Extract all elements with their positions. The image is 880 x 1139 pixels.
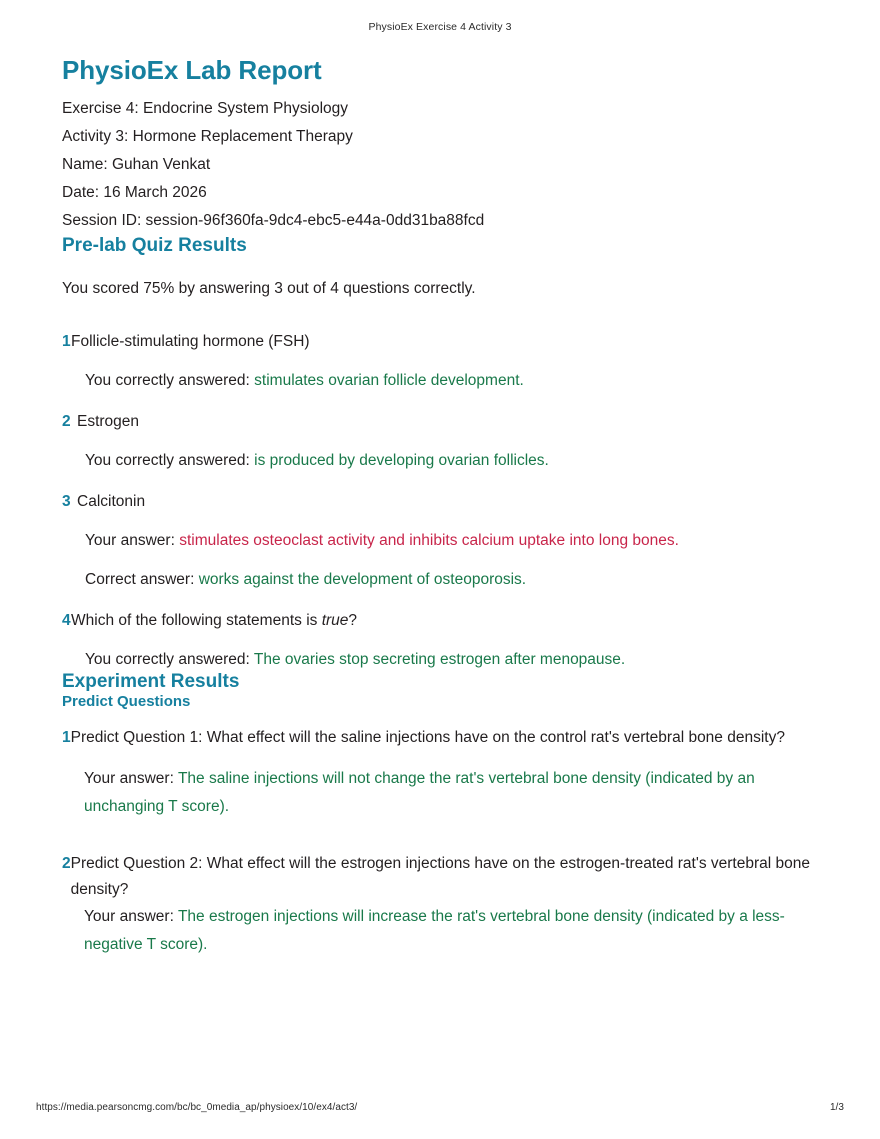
- predict-questions-heading: Predict Questions: [62, 693, 191, 710]
- quiz-answer-4: [85, 648, 824, 671]
- prompt-suffix: ?: [348, 612, 358, 629]
- answer-value-correct: stimulates ovarian follicle development.: [254, 372, 524, 389]
- meta-name: Name: Guhan Venkat: [62, 156, 211, 173]
- quiz-question-1: [62, 330, 824, 353]
- predict-question-prompt: Predict Question 2: What effect will the estrogen injections have on the estrogen-treated rat's vertebral bone density?: [70, 855, 810, 898]
- prompt-prefix: Which of the following statements is: [71, 612, 322, 629]
- meta-activity: Activity 3: Hormone Replacement Therapy: [62, 128, 353, 145]
- quiz-question-2: [62, 410, 824, 433]
- quiz-question-4: [62, 609, 824, 632]
- report-content: [62, 55, 824, 959]
- answer-value-correct: is produced by developing ovarian follicles.: [254, 452, 549, 469]
- answer-label: Your answer:: [85, 532, 180, 549]
- prelab-quiz-heading: Pre-lab Quiz Results: [62, 235, 247, 256]
- meta-exercise: Exercise 4: Endocrine System Physiology: [62, 100, 349, 117]
- running-header: PhysioEx Exercise 4 Activity 3: [368, 21, 512, 33]
- predict-question-prompt: Predict Question 1: What effect will the saline injections have on the control rat's vertebral bone density?: [70, 729, 785, 746]
- prompt-emphasis: true: [321, 612, 349, 629]
- quiz-your-answer-3: [85, 529, 824, 552]
- quiz-answer-2: [85, 449, 824, 472]
- page-title: PhysioEx Lab Report: [62, 55, 322, 85]
- quiz-question-prompt: Estrogen: [77, 413, 140, 430]
- answer-label: Your answer:: [84, 908, 178, 925]
- answer-label: Your answer:: [84, 770, 178, 787]
- answer-value-correct: The ovaries stop secreting estrogen after menopause.: [253, 651, 626, 668]
- answer-value: The estrogen injections will increase the rat's vertebral bone density (indicated by a less-negative T score).: [84, 908, 785, 953]
- meta-date: Date: 16 March 2026: [62, 184, 207, 201]
- footer-page-number: 1/3: [829, 1102, 844, 1113]
- quiz-question-number: 4: [62, 612, 71, 629]
- quiz-question-number: 2: [62, 413, 71, 430]
- experiment-results-heading: Experiment Results: [62, 671, 240, 692]
- quiz-answer-1: [85, 369, 824, 392]
- running-footer: [36, 1102, 844, 1113]
- quiz-correct-answer-3: [85, 568, 824, 591]
- answer-label: Correct answer:: [85, 571, 199, 588]
- footer-source-url: https://media.pearsoncmg.com/bc/bc_0media_ap/physioex/10/ex4/act3/: [36, 1102, 358, 1113]
- answer-label: You correctly answered:: [85, 651, 254, 668]
- quiz-question-prompt: Follicle-stimulating hormone (FSH): [71, 333, 310, 350]
- prelab-score-text: You scored 75% by answering 3 out of 4 questions correctly.: [62, 280, 476, 297]
- predict-question-2: [62, 851, 824, 903]
- predict-question-number: 2: [62, 855, 71, 872]
- predict-question-1: [62, 725, 824, 751]
- meta-session-id: Session ID: session-96f360fa-9dc4-ebc5-e44a-0dd31ba88fcd: [62, 212, 485, 229]
- answer-label: You correctly answered:: [85, 372, 255, 389]
- answer-value-correct: works against the development of osteoporosis.: [198, 571, 527, 588]
- quiz-question-number: 1: [62, 333, 71, 350]
- quiz-question-3: [62, 490, 824, 513]
- quiz-question-number: 3: [62, 493, 71, 510]
- quiz-question-prompt: Calcitonin: [77, 493, 146, 510]
- answer-label: You correctly answered:: [85, 452, 255, 469]
- answer-value: The saline injections will not change the rat's vertebral bone density (indicated by an unchanging T score).: [84, 770, 755, 815]
- answer-value-wrong: stimulates osteoclast activity and inhibits calcium uptake into long bones.: [179, 532, 679, 549]
- predict-answer-1: [84, 765, 824, 821]
- predict-answer-2: [84, 903, 824, 959]
- predict-question-number: 1: [62, 729, 71, 746]
- quiz-question-prompt: [71, 609, 824, 632]
